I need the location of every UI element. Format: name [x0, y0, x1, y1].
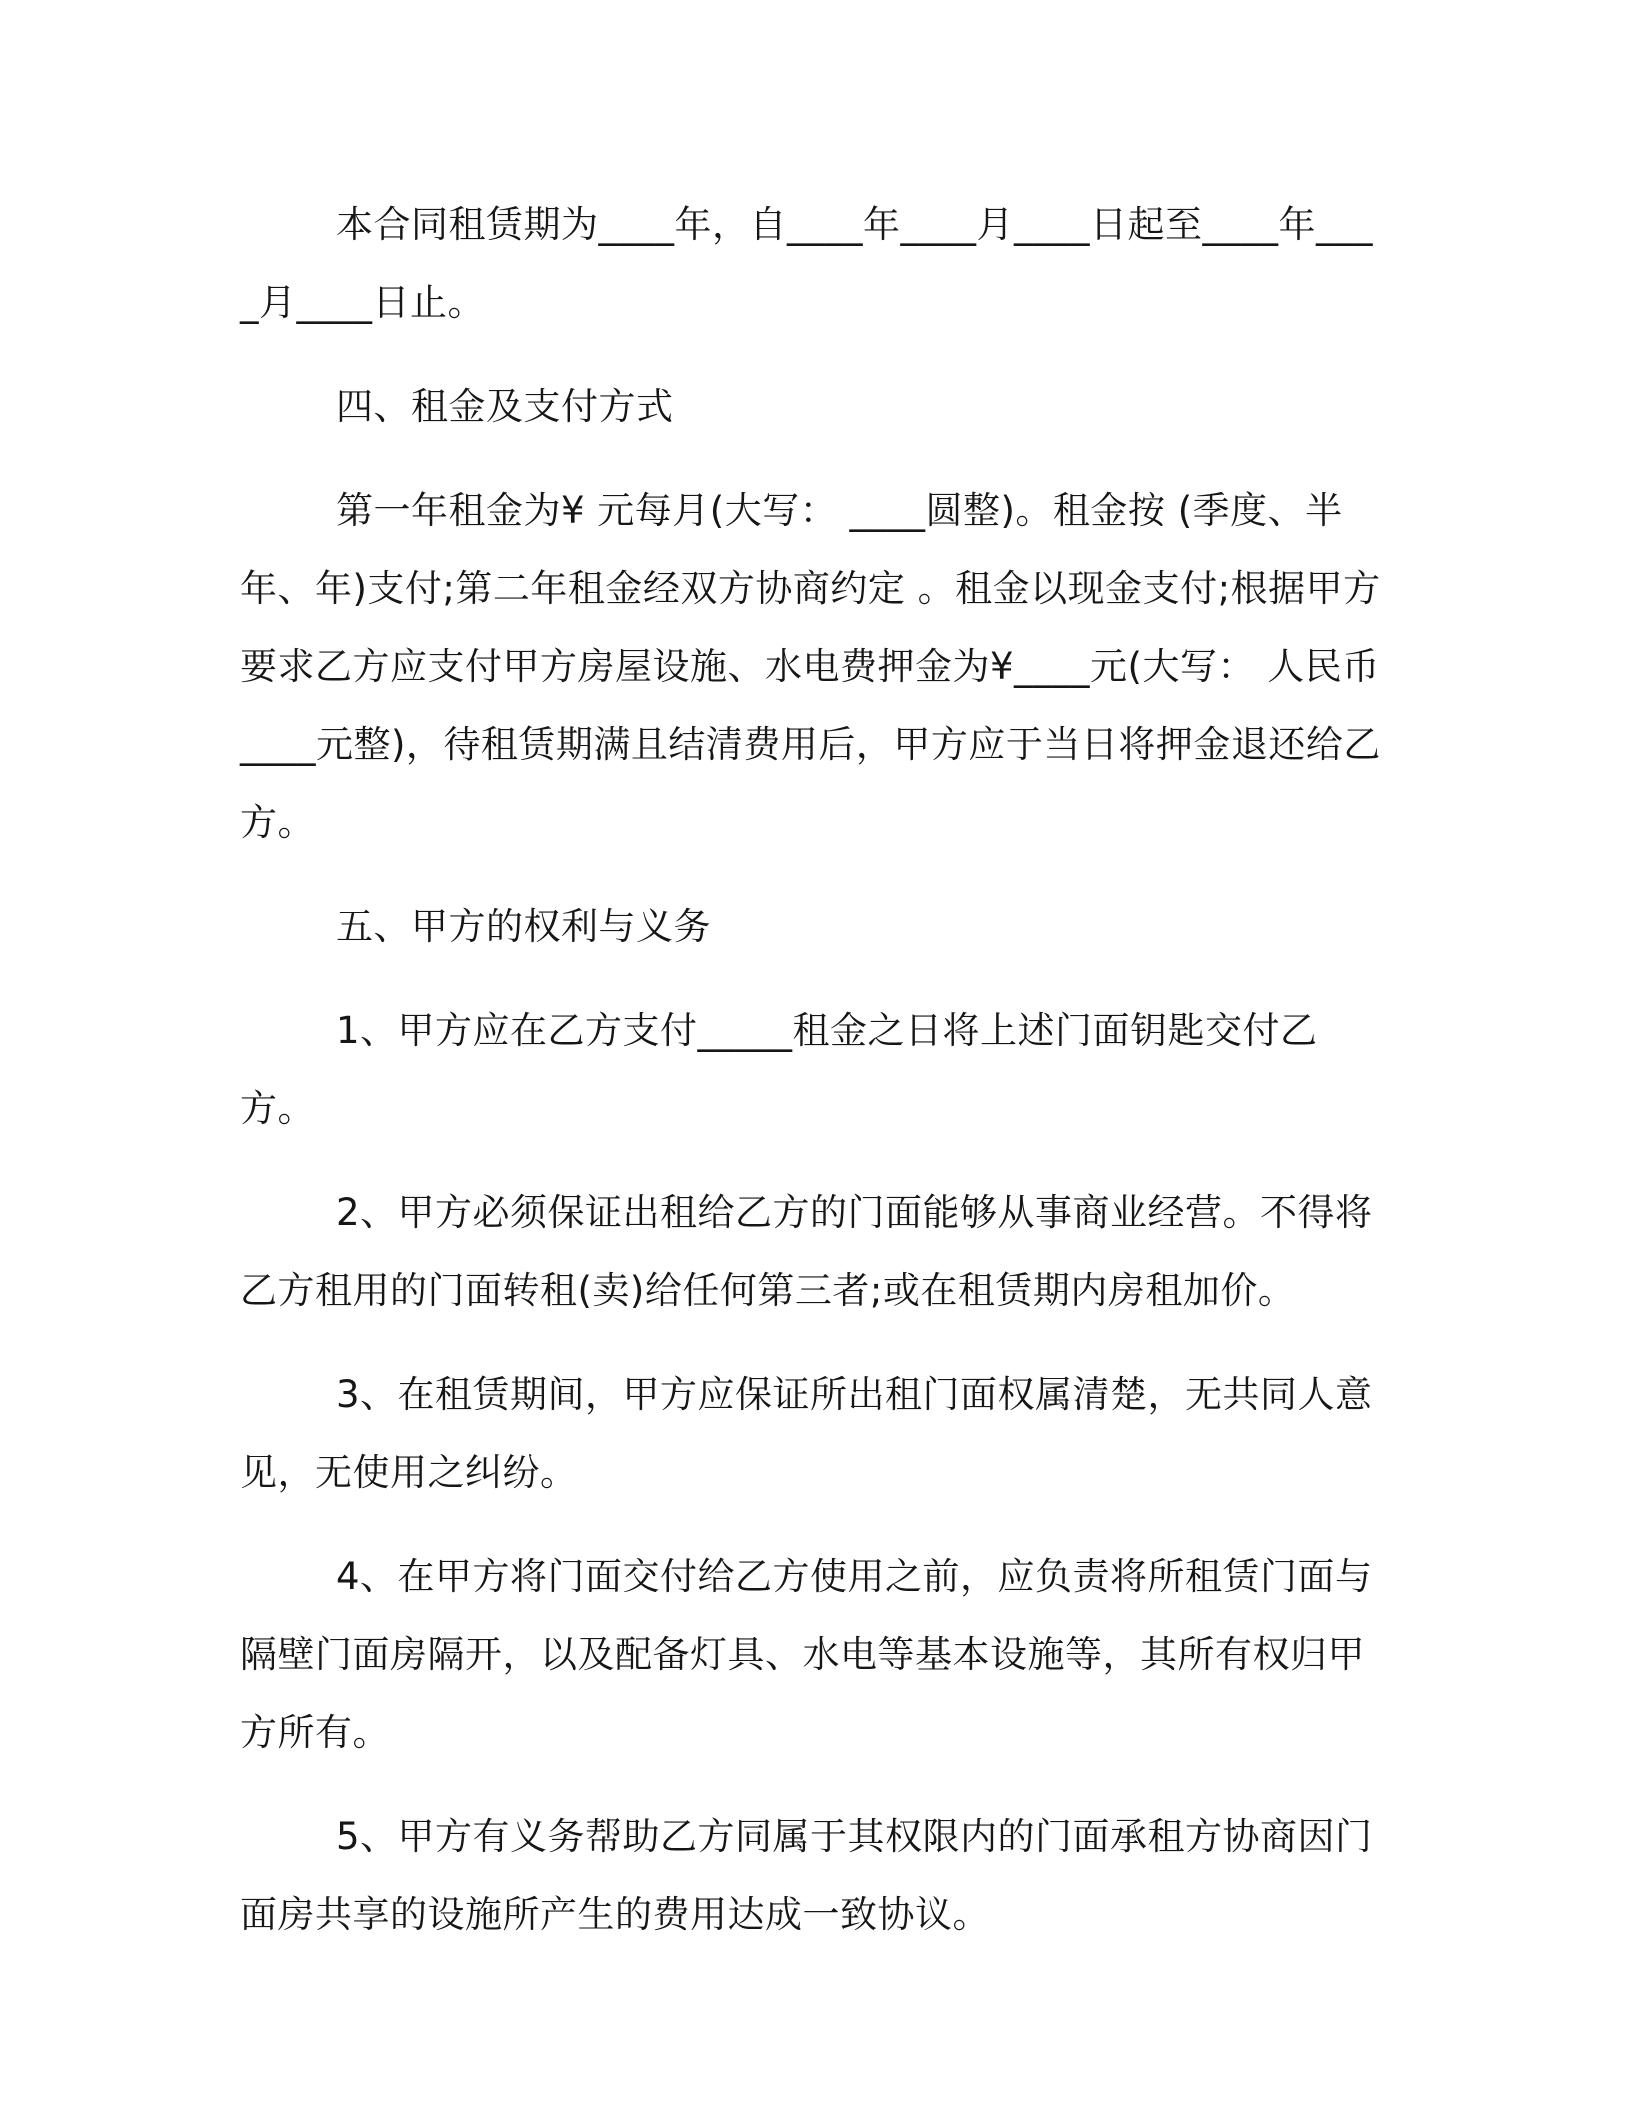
paragraph-gap: [240, 446, 1385, 472]
paragraph-gap: [240, 862, 1385, 888]
paragraph-gap: [240, 966, 1385, 992]
paragraph-gap: [240, 342, 1385, 368]
clause-1: 1、甲方应在乙方支付_____租金之日将上述门面钥匙交付乙方。: [240, 1009, 1318, 1130]
clause-5: 5、甲方有义务帮助乙方同属于其权限内的门面承租方协商因门面房共享的设施所产生的费用达成一致协议。: [240, 1815, 1373, 1936]
paragraph-gap: [240, 1512, 1385, 1538]
section-heading-landlord-rights: 五、甲方的权利与义务: [336, 905, 711, 948]
rent-payment-paragraph: 第一年租金为¥ 元每月(大写： ____圆整)。租金按 (季度、半年、年)支付;第二年租金经双方协商约定 。租金以现金支付;根据甲方要求乙方应支付甲方房屋设施、水电费押金为¥____元(大写： 人民币____元整)，待租赁期满且结清费用后，甲方应于当日将押金退还给乙方。: [240, 489, 1381, 844]
paragraph-gap: [240, 1330, 1385, 1356]
section-heading-rent: 四、租金及支付方式: [336, 385, 674, 428]
lease-term-paragraph: 本合同租赁期为____年，自____年____月____日起至____年____月____日止。: [240, 203, 1373, 324]
clause-3: 3、在租赁期间，甲方应保证所出租门面权属清楚，无共同人意见，无使用之纠纷。: [240, 1373, 1373, 1494]
clause-4: 4、在甲方将门面交付给乙方使用之前，应负责将所租赁门面与隔壁门面房隔开，以及配备灯具、水电等基本设施等，其所有权归甲方所有。: [240, 1555, 1373, 1754]
paragraph-gap: [240, 1772, 1385, 1798]
paragraph-gap: [240, 1148, 1385, 1174]
document-body: [240, 186, 1385, 1954]
clause-2: 2、甲方必须保证出租给乙方的门面能够从事商业经营。不得将乙方租用的门面转租(卖)给任何第三者;或在租赁期内房租加价。: [240, 1191, 1373, 1312]
